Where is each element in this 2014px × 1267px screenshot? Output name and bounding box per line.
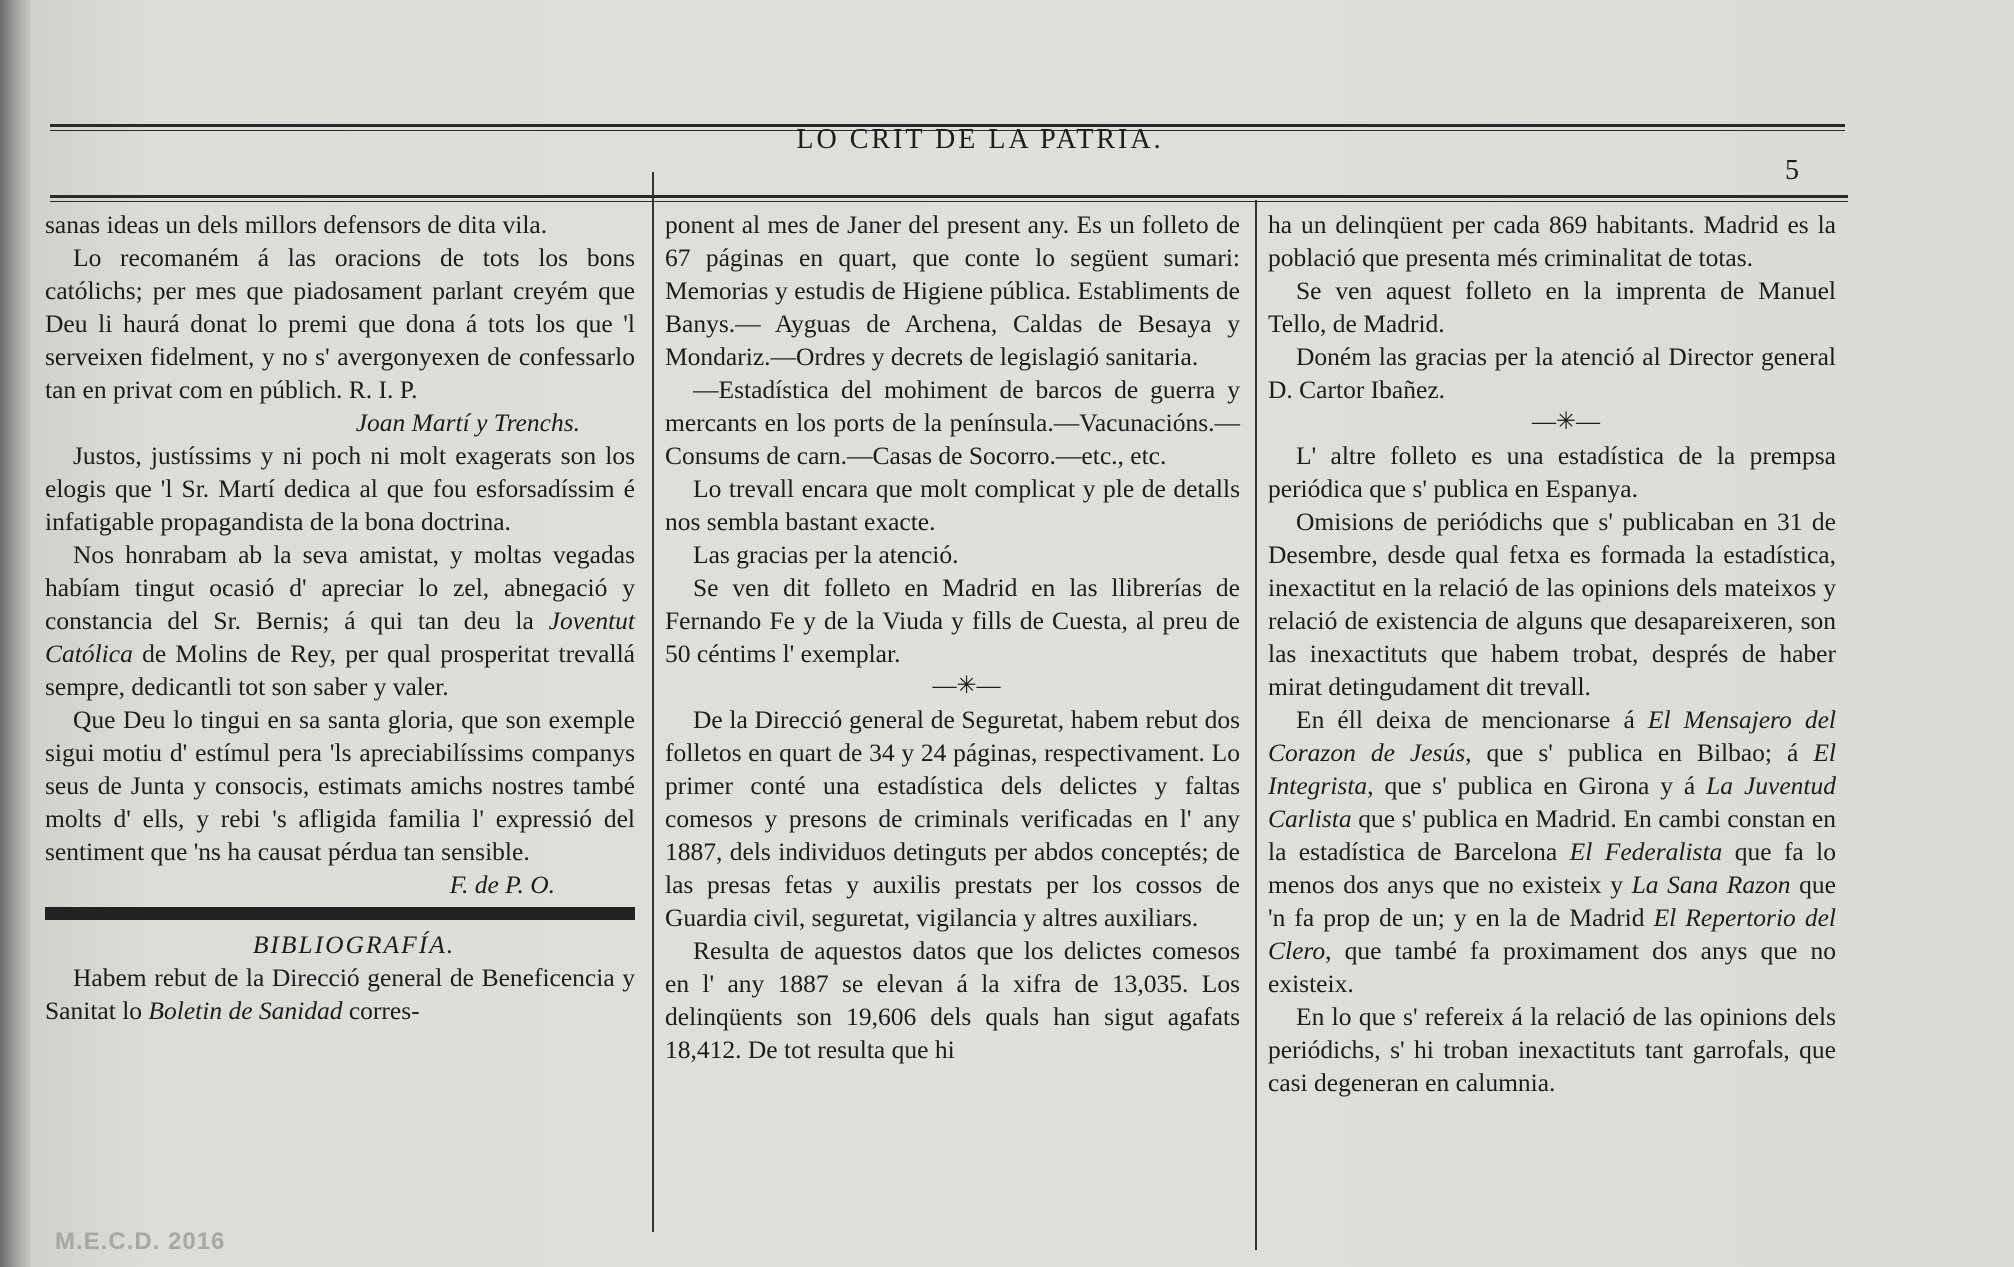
signature: F. de P. O.	[449, 870, 555, 899]
paragraph: Justos, justíssims y ni poch ni molt exagerats son los elogis que 'l Sr. Martí dedica al que fou esforsadíssim é infatigable propagandista de la bona doctrina.	[45, 441, 635, 536]
column-1	[45, 208, 635, 1027]
paragraph: Lo recomaném á las oracions de tots los bons católichs; per mes que piadosament parlant creyém que Deu li haurá donat lo premi que dona á tots los que 'l serveixen fidelment, y no s' avergonyexen de confessarlo tan en privat com en públich. R. I. P.	[45, 243, 635, 404]
page-title: LO CRIT DE LA PATRIA.	[796, 124, 1164, 155]
paragraph: sanas ideas un dels millors defensors de dita vila.	[45, 210, 548, 239]
paragraph: Se ven aquest folleto en la imprenta de Manuel Tello, de Madrid.	[1268, 276, 1836, 338]
paragraph: En éll deixa de mencionarse á El Mensajero del Corazon de Jesús, que s' publica en Bilbao; á El Integrista, que s' publica en Girona y á La Juventud Carlista que s' publica en Madrid. En cambi constan en la estadística de Barcelona El Federalista que fa lo menos dos anys que no existeix y La Sana Razon que 'n fa prop de un; y en la de Madrid El Repertorio del Clero, que també fa proximament dos anys que no existeix.	[1268, 705, 1837, 998]
paragraph: Resulta de aquestos datos que los delictes comesos en l' any 1887 se elevan á la xifra de 13,035. Los delinqüents son 19,606 dels quals han sigut agafats 18,412. De tot resulta que hi	[665, 936, 1240, 1064]
paragraph: En lo que s' refereix á la relació de las opinions dels periódichs, s' hi troban inexactituts tant garrofals, que casi degeneran en calumnia.	[1268, 1002, 1836, 1097]
header-bottom-rule-thin	[50, 201, 1848, 202]
book-gutter	[0, 0, 30, 1267]
paragraph: —Estadística del mohiment de barcos de guerra y mercants en los ports de la península.—Vacunacións.—Consums de carn.—Casas de Socorro.—etc., etc.	[665, 375, 1240, 470]
ornament-divider: —✳—	[1531, 409, 1601, 435]
paragraph: Se ven dit folleto en Madrid en las llibrerías de Fernando Fe y de la Viuda y fills de Cuesta, al preu de 50 céntims l' exemplar.	[665, 573, 1240, 668]
column-divider	[1255, 200, 1257, 1250]
page-number: 5	[1785, 155, 1799, 186]
column-3	[1268, 208, 1836, 1099]
paragraph: ha un delinqüent per cada 869 habitants. Madrid es la població que presenta més criminalitat de totas.	[1268, 210, 1836, 272]
paragraph: Nos honrabam ab la seva amistat, y moltas vegadas habíam tingut ocasió d' apreciar lo zel, abnegació y constancia del Sr. Bernis; á qui tan deu la Joventut Católica de Molins de Rey, per qual prosperitat trevallá sempre, dedicantli tot son saber y valer.	[45, 540, 635, 701]
paragraph: Lo trevall encara que molt complicat y ple de detalls nos sembla bastant exacte.	[665, 474, 1240, 536]
paragraph: Doném las gracias per la atenció al Director general D. Cartor Ibañez.	[1268, 342, 1836, 404]
paragraph: De la Direcció general de Seguretat, habem rebut dos folletos en quart de 34 y 24 páginas, respectivament. Lo primer conté una estadística dels delictes y faltas comesos y presons de criminals verificadas en l' any 1887, dels individuos detinguts per abdos conceptés; de las presas fetas y auxilis prestats per los cossos de Guardia civil, seguretat, vigilancia y altres auxiliars.	[665, 705, 1240, 932]
paragraph: Las gracias per la atenció.	[693, 540, 959, 569]
watermark: M.E.C.D. 2016	[55, 1228, 226, 1255]
paragraph: Omisions de periódichs que s' publicaban en 31 de Desembre, desde qual fetxa es formada la estadística, inexactitut en la relació de las opinions dels mateixos y relació de existencia de alguns que desapareixeren, son las inexactituts que habem trobat, després de haber mirat detingudament dit trevall.	[1268, 507, 1836, 701]
column-2	[665, 208, 1240, 1066]
paragraph: L' altre folleto es una estadística de la prempsa periódica que s' publica en Espanya.	[1268, 441, 1836, 503]
signature: Joan Martí y Trenchs.	[355, 408, 580, 437]
ornament-divider: —✳—	[932, 673, 1001, 699]
paragraph: Habem rebut de la Direcció general de Beneficencia y Sanitat lo Boletin de Sanidad corres-	[45, 963, 635, 1025]
section-separator	[45, 907, 635, 920]
column-divider	[652, 172, 654, 1232]
header-bottom-rule	[50, 195, 1848, 198]
section-heading: BIBLIOGRAFÍA.	[252, 930, 456, 959]
paragraph: ponent al mes de Janer del present any. Es un folleto de 67 páginas en quart, que conte lo següent sumari: Memorias y estudis de Higiene pública. Establiments de Banys.— Ayguas de Archena, Caldas de Besaya y Mondariz.—Ordres y decrets de legislagió sanitaria.	[665, 210, 1240, 371]
paragraph: Que Deu lo tingui en sa santa gloria, que son exemple sigui motiu d' estímul pera 'ls apreciabilíssims companys seus de Junta y consocis, estimats amichs nostres també molts d' ells, y rebi 's afligida familia l' expressió del sentiment que 'ns ha causat pérdua tan sensible.	[45, 705, 635, 866]
